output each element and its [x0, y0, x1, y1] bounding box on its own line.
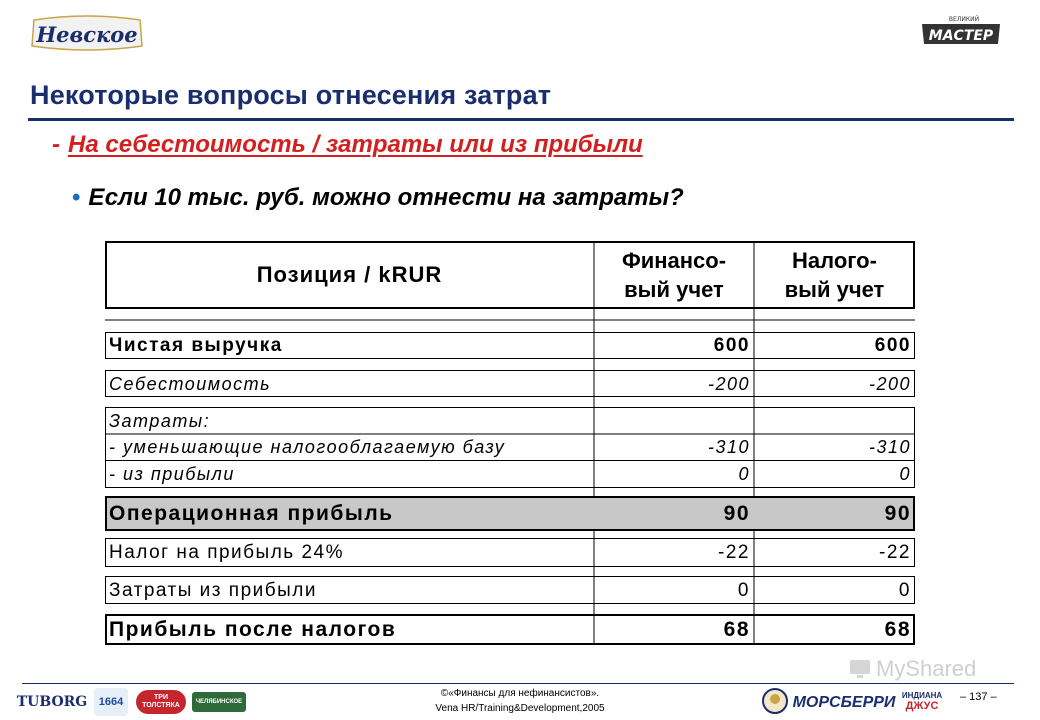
- header-financial-line1: Финансо-: [621, 247, 727, 273]
- nevskoe-logo: [28, 12, 146, 56]
- svg-text:МАСТЕР: МАСТЕР: [928, 28, 994, 44]
- row-tax-value: [754, 408, 915, 434]
- row-fin-value: 600: [713, 335, 750, 356]
- header-position: Позиция / kRUR: [256, 261, 443, 287]
- footer-line1: ©«Финансы для нефинансистов».: [440, 688, 600, 699]
- row-tax-value: -200: [868, 373, 911, 394]
- indiana-juice-logo: [898, 686, 946, 716]
- juice-text: ДЖУС: [905, 700, 939, 712]
- subtitle: [52, 131, 643, 159]
- row-tax-value: 90: [884, 501, 911, 525]
- chelyabinskoe-logo: ЧЕЛЯБИНСКОЕ: [192, 692, 246, 712]
- watermark: [848, 656, 976, 682]
- table-row: [105, 408, 915, 434]
- morsberri-logo: МОРСБЕРРИ: [792, 694, 896, 711]
- row-label: Чистая выручка: [109, 335, 283, 356]
- row-fin-value: 0: [737, 579, 750, 601]
- row-label: Операционная прибыль: [109, 501, 394, 525]
- subtitle-text: На себестоимость / затраты или из прибыли: [68, 131, 643, 158]
- bullet-dot-icon: •: [72, 184, 81, 211]
- page-number: – 137 –: [960, 691, 997, 703]
- header-financial-line2: вый учет: [624, 276, 724, 302]
- header-tax-line2: вый учет: [784, 276, 885, 302]
- watermark-text: MyShared: [876, 656, 977, 681]
- header-tax-line1: Налого-: [792, 247, 877, 273]
- row-fin-value: 0: [738, 463, 750, 484]
- row-label: Затраты из прибыли: [109, 579, 317, 601]
- row-tax-value: -22: [879, 542, 911, 563]
- row-label: Себестоимость: [109, 373, 272, 394]
- row-tax-value: -310: [868, 436, 911, 457]
- header-tax: [754, 241, 915, 308]
- 1664-logo: 1664: [94, 688, 128, 716]
- table-row: [105, 371, 915, 397]
- footer-brands-right: [760, 686, 950, 718]
- row-tax-value: 68: [884, 618, 911, 641]
- footer-copyright: [400, 686, 640, 716]
- row-label: Прибыль после налогов: [109, 618, 397, 641]
- row-fin-value: -200: [707, 373, 750, 394]
- footer-divider: [22, 683, 1014, 684]
- page-title: Некоторые вопросы отнесения затрат: [30, 80, 552, 110]
- row-tax-value: 0: [898, 579, 911, 601]
- master-logo: [918, 10, 1004, 50]
- table-row: [105, 577, 915, 604]
- table-row-total: [105, 616, 915, 644]
- row-fin-value: -310: [707, 436, 750, 457]
- table-row-highlight: [105, 498, 915, 529]
- indiana-text: ИНДИАНА: [901, 691, 943, 700]
- watermark-screen-icon: [848, 657, 872, 681]
- row-fin-value: [594, 408, 754, 434]
- tuborg-logo: TUBORG: [16, 694, 88, 710]
- table-header: [105, 241, 915, 308]
- table-row: [105, 539, 915, 567]
- emblem-icon: [760, 686, 790, 716]
- table-row: [105, 333, 915, 359]
- row-tax-value: 0: [899, 463, 911, 484]
- row-label: Налог на прибыль 24%: [109, 542, 345, 563]
- row-fin-value: 68: [723, 618, 750, 641]
- tri-tolstyaka-logo: ТРИ ТОЛСТЯКА: [136, 690, 186, 714]
- footer-line2: Vena HR/Training&Development,2005: [435, 703, 605, 714]
- row-label: - уменьшающие налогооблагаемую базу: [109, 436, 506, 457]
- svg-text:Невское: Невское: [36, 22, 138, 47]
- table-row: [105, 461, 915, 487]
- svg-text:ВЕЛИКИЙ: ВЕЛИКИЙ: [948, 16, 980, 23]
- row-label: Затраты:: [109, 410, 211, 431]
- row-fin-value: -22: [718, 542, 750, 563]
- bullet-text: Если 10 тыс. руб. можно отнести на затраты?: [88, 184, 684, 211]
- bullet-question: [72, 184, 684, 212]
- title-divider: [28, 118, 1014, 121]
- subtitle-dash: -: [52, 131, 60, 158]
- table-row: [105, 434, 915, 460]
- cost-allocation-table: [105, 241, 915, 645]
- row-label: - из прибыли: [109, 463, 235, 484]
- footer-brands-left: [18, 688, 248, 716]
- header-financial: [594, 241, 754, 308]
- row-fin-value: 90: [723, 501, 750, 525]
- row-tax-value: 600: [874, 335, 911, 356]
